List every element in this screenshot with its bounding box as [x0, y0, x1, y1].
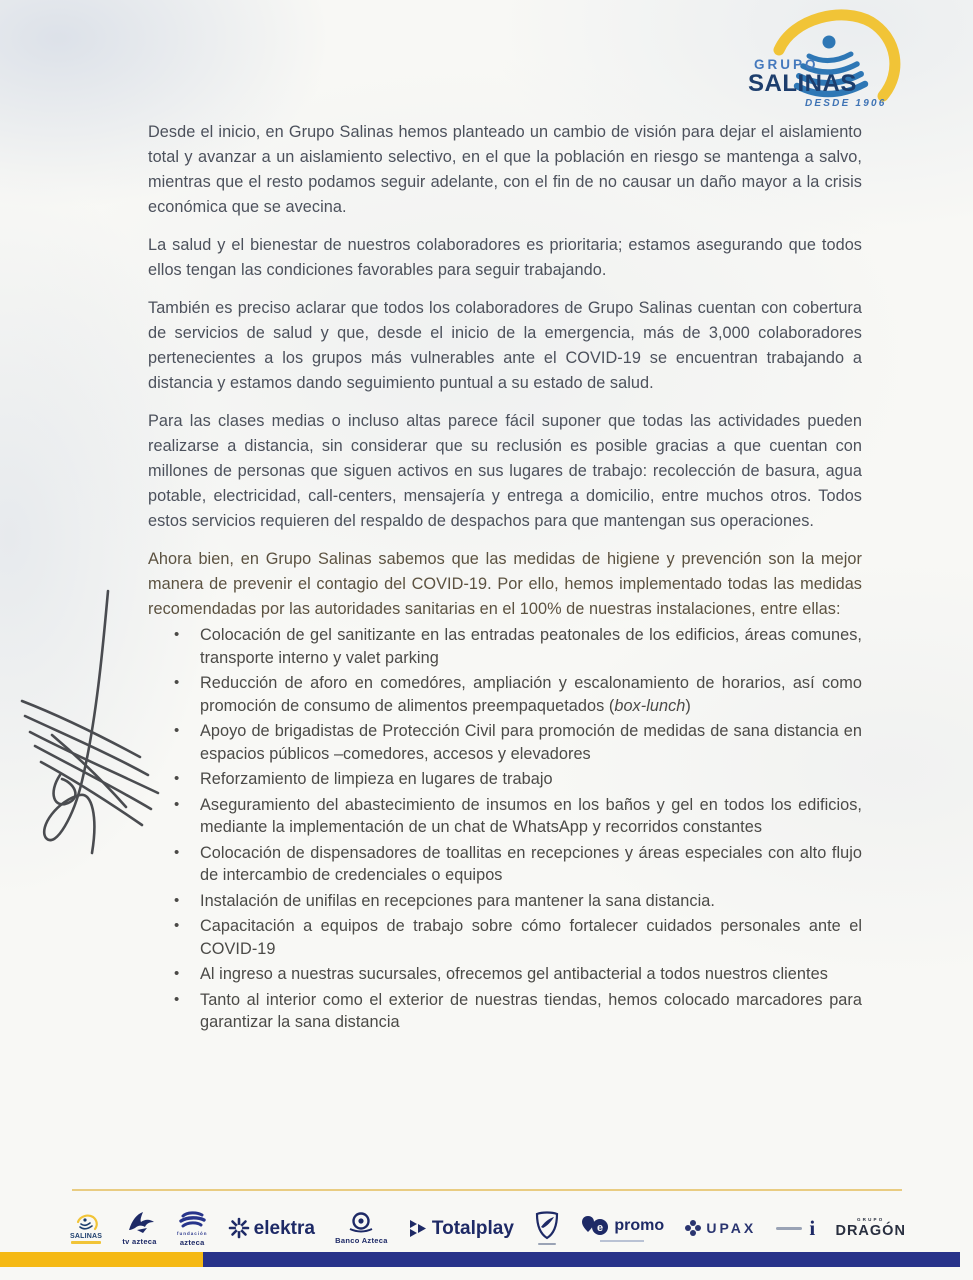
list-item-italic-text: box-lunch	[614, 696, 686, 715]
footer-bar-blue-segment	[203, 1252, 960, 1267]
footer-logo-top-label: fundación	[176, 1231, 208, 1236]
footer-logo-totalplay	[408, 1217, 514, 1239]
footer-logo-fundacion-azteca	[177, 1210, 208, 1246]
footer-logo-label: Totalplay	[431, 1217, 514, 1239]
list-item-text: Apoyo de brigadistas de Protección Civil para promoción de medidas de sana distancia en espacios públicos –comedores, accesos y elevadores	[200, 722, 862, 763]
footer-logo-label: tv azteca	[122, 1237, 157, 1247]
list-item	[148, 989, 862, 1034]
footer-logo-label: i	[809, 1215, 816, 1240]
list-item-text: Reforzamiento de limpieza en lugares de trabajo	[200, 770, 553, 788]
list-item-text: Colocación de gel sanitizante en las entradas peatonales de los edificios, áreas comunes, transporte interno y valet parking	[200, 626, 862, 667]
list-item-text: )	[685, 696, 691, 715]
footer-logo-elektra	[228, 1217, 315, 1239]
footer-color-bar	[0, 1252, 960, 1267]
footer-logo-label: Banco Azteca	[335, 1236, 388, 1246]
footer-logo-label: azteca	[179, 1237, 205, 1247]
fundacion-azteca-waves-icon	[177, 1210, 207, 1232]
totalplay-play-icon	[408, 1217, 428, 1239]
paragraph-3: También es preciso aclarar que todos los colaboradores de Grupo Salinas cuentan con cobertura de servicios de salud y que, desde el inicio de la emergencia, más de 3,000 colaboradores pertenecientes a los grupos más vulnerables ante el COVID-19 se encuentran trabajando a distancia y estamos dando seguimiento puntual a su estado de salud.	[148, 299, 862, 392]
list-item-text: Capacitación a equipos de trabajo sobre cómo fortalecer cuidados personales ante el COVID-19	[200, 917, 862, 958]
paragraph-5: Ahora bien, en Grupo Salinas sabemos que las medidas de higiene y prevención son la mejor manera de prevenir el contagio del COVID-19. Por ello, hemos implementado todas las medidas recomendadas por las autoridades sanitarias en el 100% de nuestras instalaciones, entre ellas:	[148, 550, 862, 618]
measures-list	[148, 624, 862, 1034]
footer-logo-grupo-salinas	[70, 1213, 102, 1244]
logo-text-salinas: SALINAS	[748, 70, 857, 97]
list-item	[148, 890, 862, 913]
footer-logo-i	[776, 1215, 816, 1240]
footer-logo-tv-azteca	[122, 1210, 156, 1246]
list-item-text: Colocación de dispensadores de toallitas en recepciones y áreas especiales con alto flujo de intercambio de credenciales o equipos	[200, 843, 862, 884]
footer-logo-label: elektra	[253, 1217, 315, 1239]
list-item-text: Reducción de aforo en comedóres, ampliación y escalonamiento de horarios, así como promoción de consumo de alimentos preempaquetados (	[200, 674, 862, 715]
i-logo-caption-mark	[776, 1227, 802, 1230]
footer-divider-line	[72, 1189, 902, 1191]
list-item-text: Aseguramiento del abastecimiento de insumos en los baños y gel en todos los edificios, mediante la implementación de un chat de WhatsApp y recorridos constantes	[200, 795, 862, 836]
footer-logo-grupo-dragon	[835, 1218, 905, 1238]
footer-logo-epromo	[580, 1214, 664, 1242]
logo-text-grupo: GRUPO	[754, 57, 819, 72]
letter-body	[148, 120, 862, 1037]
list-item-text: Instalación de unifilas en recepciones para mantener la sana distancia.	[200, 891, 715, 910]
list-item	[148, 794, 862, 839]
list-item	[148, 963, 862, 986]
footer-logo-upax	[684, 1219, 756, 1237]
banco-azteca-eye-icon	[346, 1211, 376, 1235]
footer-logo-label: SALINAS	[70, 1232, 103, 1240]
logo-text-desde-1906: DESDE 1906	[805, 98, 887, 109]
list-item-text: Tanto al interior como el exterior de nuestras tiendas, hemos colocado marcadores para garantizar la sana distancia	[200, 990, 862, 1031]
paragraph-1: Desde el inicio, en Grupo Salinas hemos planteado un cambio de visión para dejar el aislamiento total y avanzar a un aislamiento selectivo, en el que la población en riesgo se mantenga a salvo, mientras que el resto podamos seguir adelante, con el fin de no causar un daño mayor a la crisis económica que se avecina.	[148, 123, 862, 216]
footer-logo-label: UPAX	[706, 1220, 757, 1236]
footer-logo-banco-azteca	[335, 1211, 388, 1245]
tv-azteca-bird-icon	[123, 1210, 157, 1236]
footer-logo-label: promo	[614, 1217, 665, 1234]
elektra-gear-icon	[228, 1217, 250, 1239]
footer-brand-logos	[70, 1200, 906, 1256]
footer-bar-yellow-segment	[0, 1252, 203, 1267]
footer-logo-top-label: GRUPO	[856, 1217, 885, 1222]
paragraph-4: Para las clases medias o incluso altas parece fácil suponer que todas las actividades pueden realizarse a distancia, sin considerar que su reclusión es posible gracias a que cuentan con millones de personas que siguen activos en sus lugares de trabajo: recolección de basura, agua potable, electricidad, call-centers, mensajería y entrega a domicilio, entre muchos otros. Todos estos servicios requieren del respaldo de despachos para que mantengan sus operaciones.	[148, 412, 862, 530]
italika-shield-icon	[534, 1211, 560, 1241]
grupo-salinas-logo	[745, 6, 920, 118]
list-item	[148, 842, 862, 887]
epromo-caption-mark	[600, 1240, 644, 1242]
svg-text:e: e	[597, 1222, 604, 1234]
handwritten-signature	[8, 585, 163, 860]
desde-1906-strip	[71, 1241, 101, 1244]
list-item	[148, 672, 862, 717]
footer-logo-italika	[534, 1211, 560, 1245]
list-item	[148, 624, 862, 669]
paragraph-2: La salud y el bienestar de nuestros colaboradores es prioritaria; estamos asegurando que todos ellos tengan las condiciones favorables para seguir trabajando.	[148, 236, 862, 279]
epromo-pin-icon	[580, 1214, 610, 1238]
grupo-salinas-mini-icon	[73, 1213, 99, 1233]
list-item	[148, 768, 862, 791]
list-item	[148, 720, 862, 765]
italika-caption-mark	[538, 1243, 556, 1245]
upax-clover-icon	[684, 1219, 702, 1237]
list-item-text: Al ingreso a nuestras sucursales, ofrecemos gel antibacterial a todos nuestros clientes	[200, 965, 828, 983]
footer-logo-label: DRAGÓN	[835, 1222, 906, 1239]
list-item	[148, 915, 862, 960]
